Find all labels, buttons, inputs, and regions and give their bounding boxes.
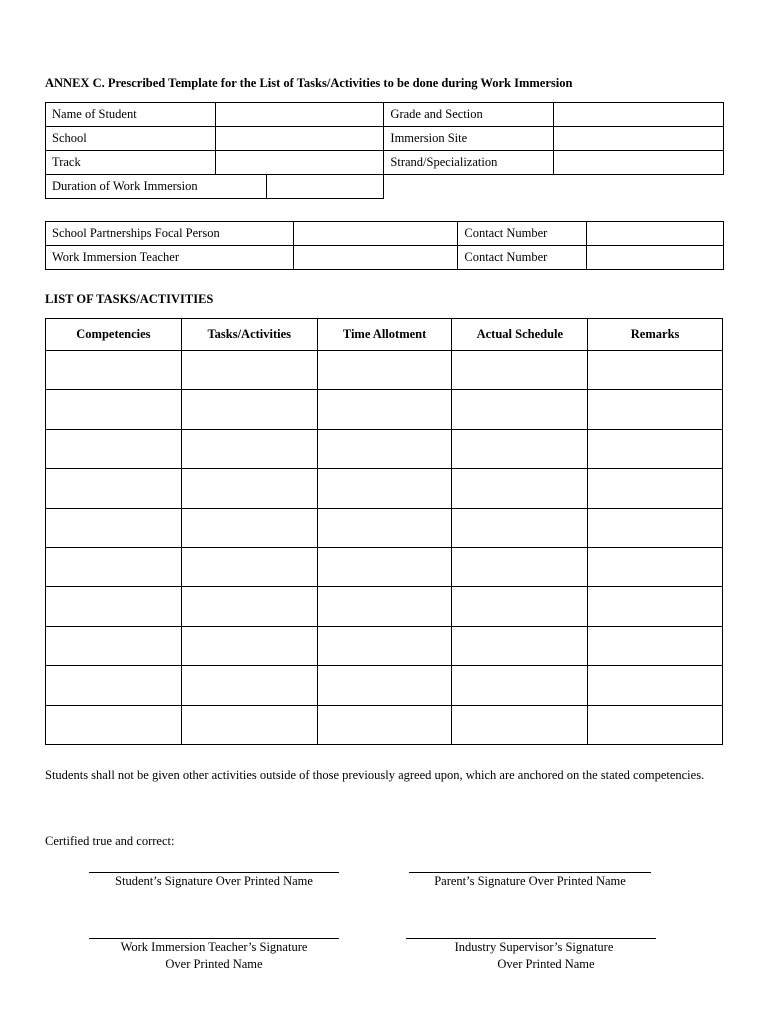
teacher-signature-block — [88, 938, 340, 973]
table-cell[interactable] — [317, 626, 452, 665]
certified-label: Certified true and correct: — [45, 834, 175, 848]
school-label: School — [46, 127, 216, 151]
grade-and-section-label: Grade and Section — [384, 103, 554, 127]
table-cell[interactable] — [317, 705, 452, 744]
table-cell[interactable] — [181, 390, 317, 429]
table-row — [46, 705, 723, 744]
contact-number-label-1: Contact Number — [458, 222, 587, 246]
table-cell[interactable] — [181, 666, 317, 705]
name-of-student-field[interactable] — [215, 103, 384, 127]
contacts-table — [45, 221, 724, 270]
teacher-label: Work Immersion Teacher — [46, 246, 294, 270]
table-cell[interactable] — [46, 508, 182, 547]
parent-signature-block — [405, 872, 655, 890]
table-cell[interactable] — [181, 469, 317, 508]
contact-number-field-1[interactable] — [587, 222, 724, 246]
table-cell[interactable] — [46, 666, 182, 705]
table-cell[interactable] — [588, 508, 723, 547]
table-cell[interactable] — [46, 705, 182, 744]
grade-and-section-field[interactable] — [554, 103, 724, 127]
table-cell[interactable] — [317, 429, 452, 468]
table-cell[interactable] — [181, 351, 317, 390]
table-row — [46, 469, 723, 508]
table-cell[interactable] — [181, 626, 317, 665]
strand-label: Strand/Specialization — [384, 151, 554, 175]
teacher-signature-label-1: Work Immersion Teacher’s Signature — [120, 940, 308, 954]
table-cell[interactable] — [452, 626, 588, 665]
tasks-header-row — [46, 319, 723, 351]
name-of-student-label: Name of Student — [46, 103, 216, 127]
document-title: ANNEX C. Prescribed Template for the List of Tasks/Activities to be done during Work Immersion — [45, 76, 573, 90]
table-cell[interactable] — [46, 587, 182, 626]
header-actual-schedule: Actual Schedule — [452, 319, 588, 351]
table-row — [46, 390, 723, 429]
student-signature-label: Student’s Signature Over Printed Name — [115, 874, 313, 888]
immersion-site-label: Immersion Site — [384, 127, 554, 151]
table-cell[interactable] — [46, 626, 182, 665]
table-cell[interactable] — [588, 390, 723, 429]
table-cell[interactable] — [46, 469, 182, 508]
table-cell[interactable] — [588, 469, 723, 508]
table-cell[interactable] — [317, 547, 452, 586]
school-field[interactable] — [215, 127, 384, 151]
table-cell[interactable] — [181, 705, 317, 744]
table-cell[interactable] — [452, 390, 588, 429]
table-cell[interactable] — [452, 666, 588, 705]
table-cell[interactable] — [317, 351, 452, 390]
header-time-allotment: Time Allotment — [317, 319, 452, 351]
contact-number-label-2: Contact Number — [458, 246, 587, 270]
teacher-field[interactable] — [293, 246, 458, 270]
immersion-site-field[interactable] — [554, 127, 724, 151]
table-cell[interactable] — [46, 429, 182, 468]
table-row — [46, 508, 723, 547]
table-cell[interactable] — [452, 587, 588, 626]
header-tasks: Tasks/Activities — [181, 319, 317, 351]
student-signature-block — [88, 872, 340, 890]
table-cell[interactable] — [588, 666, 723, 705]
supervisor-signature-label-2: Over Printed Name — [497, 957, 595, 971]
duration-field[interactable] — [266, 175, 384, 199]
student-info-table — [45, 102, 724, 199]
table-cell[interactable] — [588, 429, 723, 468]
table-cell[interactable] — [46, 351, 182, 390]
table-cell[interactable] — [317, 587, 452, 626]
track-field[interactable] — [215, 151, 384, 175]
table-cell[interactable] — [181, 547, 317, 586]
table-cell[interactable] — [181, 508, 317, 547]
focal-person-field[interactable] — [293, 222, 458, 246]
duration-label: Duration of Work Immersion — [46, 175, 267, 199]
table-cell[interactable] — [46, 390, 182, 429]
supervisor-signature-label-1: Industry Supervisor’s Signature — [454, 940, 614, 954]
strand-field[interactable] — [554, 151, 724, 175]
table-row — [46, 547, 723, 586]
table-row — [46, 429, 723, 468]
supervisor-signature-block — [405, 938, 657, 973]
header-remarks: Remarks — [588, 319, 723, 351]
table-cell[interactable] — [452, 469, 588, 508]
table-cell[interactable] — [452, 705, 588, 744]
table-row — [46, 351, 723, 390]
table-cell[interactable] — [588, 547, 723, 586]
table-cell[interactable] — [588, 587, 723, 626]
track-label: Track — [46, 151, 216, 175]
contact-number-field-2[interactable] — [587, 246, 724, 270]
table-cell[interactable] — [588, 705, 723, 744]
table-row — [46, 587, 723, 626]
table-cell[interactable] — [181, 587, 317, 626]
table-cell[interactable] — [452, 508, 588, 547]
header-competencies: Competencies — [46, 319, 182, 351]
tasks-table — [45, 318, 723, 745]
table-cell[interactable] — [317, 469, 452, 508]
section-title: LIST OF TASKS/ACTIVITIES — [45, 292, 214, 306]
empty-cell — [384, 175, 724, 199]
table-cell[interactable] — [46, 547, 182, 586]
table-cell[interactable] — [317, 666, 452, 705]
table-row — [46, 666, 723, 705]
parent-signature-label: Parent’s Signature Over Printed Name — [434, 874, 626, 888]
table-cell[interactable] — [317, 508, 452, 547]
table-cell[interactable] — [588, 626, 723, 665]
table-cell[interactable] — [317, 390, 452, 429]
table-row — [46, 626, 723, 665]
agreement-note: Students shall not be given other activities outside of those previously agreed upon, which are anchored on the stated competencies. — [45, 768, 705, 782]
teacher-signature-label-2: Over Printed Name — [165, 957, 263, 971]
table-cell[interactable] — [452, 547, 588, 586]
focal-person-label: School Partnerships Focal Person — [46, 222, 294, 246]
table-cell[interactable] — [452, 429, 588, 468]
table-cell[interactable] — [452, 351, 588, 390]
table-cell[interactable] — [588, 351, 723, 390]
table-cell[interactable] — [181, 429, 317, 468]
